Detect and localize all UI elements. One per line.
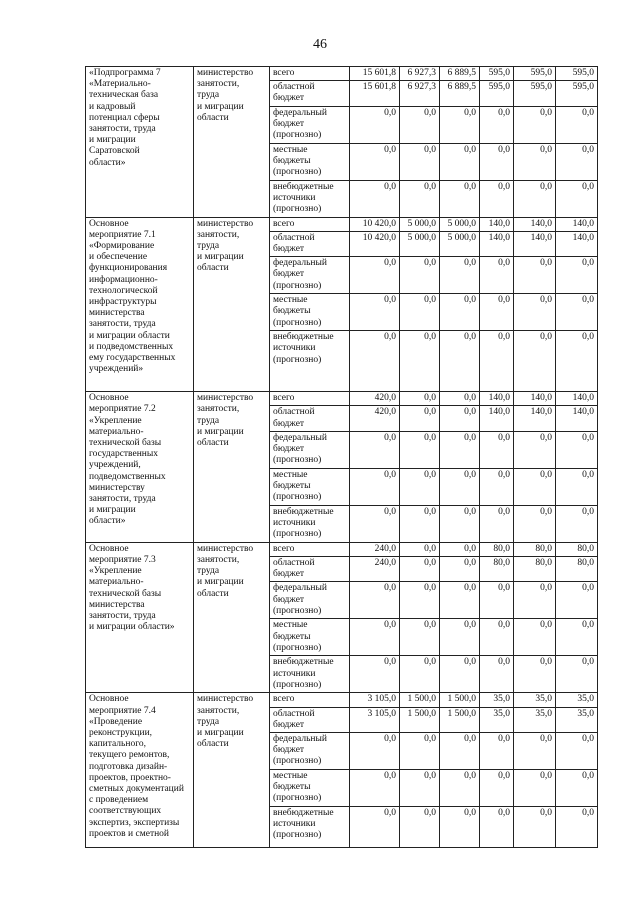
amount-cell: 0,0 — [440, 431, 480, 468]
amount-cell: 0,0 — [514, 106, 556, 143]
amount-cell: 0,0 — [400, 619, 440, 656]
funding-source-cell: внебюджетные источники (прогнозно) — [270, 656, 350, 693]
funding-source-cell: областной бюджет — [270, 557, 350, 582]
amount-cell: 140,0 — [514, 217, 556, 231]
amount-cell: 0,0 — [350, 505, 400, 542]
amount-cell: 0,0 — [514, 180, 556, 217]
amount-cell: 0,0 — [350, 807, 400, 848]
amount-cell: 0,0 — [556, 331, 598, 392]
amount-cell: 0,0 — [440, 619, 480, 656]
amount-cell: 0,0 — [400, 392, 440, 406]
funding-source-cell: федеральный бюджет (прогнозно) — [270, 733, 350, 770]
amount-cell: 140,0 — [556, 231, 598, 256]
amount-cell: 0,0 — [514, 468, 556, 505]
funding-source-cell: внебюджетные источники (прогнозно) — [270, 331, 350, 392]
amount-cell: 0,0 — [556, 431, 598, 468]
amount-cell: 0,0 — [556, 505, 598, 542]
amount-cell: 1 500,0 — [400, 693, 440, 707]
amount-cell: 0,0 — [480, 106, 514, 143]
amount-cell: 0,0 — [440, 468, 480, 505]
amount-cell: 10 420,0 — [350, 217, 400, 231]
amount-cell: 140,0 — [480, 231, 514, 256]
amount-cell: 0,0 — [400, 331, 440, 392]
executor-cell: министерство занятости, труда и миграции области — [194, 693, 270, 848]
amount-cell: 0,0 — [556, 770, 598, 807]
amount-cell: 35,0 — [480, 693, 514, 707]
table-row — [86, 217, 598, 231]
executor-cell: министерство занятости, труда и миграции области — [194, 542, 270, 693]
amount-cell: 0,0 — [400, 257, 440, 294]
amount-cell: 80,0 — [514, 542, 556, 556]
amount-cell: 595,0 — [480, 67, 514, 81]
amount-cell: 0,0 — [440, 180, 480, 217]
amount-cell: 0,0 — [400, 294, 440, 331]
amount-cell: 1 500,0 — [440, 707, 480, 732]
amount-cell: 0,0 — [350, 619, 400, 656]
amount-cell: 140,0 — [556, 406, 598, 431]
program-name-cell: Основное мероприятие 7.4 «Проведение реконструкции, капитального, текущего ремонтов, подготовка дизайн- проектов, проектно- сметных документаций с проведением соответствующих экспертиз, экспертизы проектов и сметной — [86, 693, 194, 848]
amount-cell: 0,0 — [440, 406, 480, 431]
amount-cell: 35,0 — [514, 693, 556, 707]
amount-cell: 0,0 — [514, 294, 556, 331]
amount-cell: 0,0 — [350, 733, 400, 770]
funding-source-cell: местные бюджеты (прогнозно) — [270, 468, 350, 505]
amount-cell: 0,0 — [440, 505, 480, 542]
amount-cell: 0,0 — [480, 505, 514, 542]
amount-cell: 1 500,0 — [440, 693, 480, 707]
funding-source-cell: областной бюджет — [270, 406, 350, 431]
amount-cell: 0,0 — [350, 294, 400, 331]
amount-cell: 140,0 — [514, 231, 556, 256]
amount-cell: 35,0 — [514, 707, 556, 732]
program-name-cell: «Подпрограмма 7 «Материально- техническая база и кадровый потенциал сферы занятости, труда и миграции Саратовской области» — [86, 67, 194, 218]
amount-cell: 5 000,0 — [440, 231, 480, 256]
amount-cell: 0,0 — [440, 542, 480, 556]
amount-cell: 3 105,0 — [350, 693, 400, 707]
amount-cell: 140,0 — [514, 406, 556, 431]
funding-source-cell: местные бюджеты (прогнозно) — [270, 294, 350, 331]
amount-cell: 0,0 — [350, 143, 400, 180]
funding-source-cell: местные бюджеты (прогнозно) — [270, 143, 350, 180]
amount-cell: 595,0 — [556, 67, 598, 81]
funding-source-cell: внебюджетные источники (прогнозно) — [270, 505, 350, 542]
amount-cell: 0,0 — [400, 468, 440, 505]
funding-source-cell: областной бюджет — [270, 81, 350, 106]
amount-cell: 0,0 — [556, 619, 598, 656]
amount-cell: 240,0 — [350, 557, 400, 582]
amount-cell: 420,0 — [350, 406, 400, 431]
amount-cell: 0,0 — [556, 257, 598, 294]
amount-cell: 0,0 — [480, 770, 514, 807]
funding-source-cell: областной бюджет — [270, 231, 350, 256]
amount-cell: 0,0 — [440, 557, 480, 582]
amount-cell: 0,0 — [350, 468, 400, 505]
amount-cell: 0,0 — [514, 807, 556, 848]
amount-cell: 0,0 — [440, 770, 480, 807]
amount-cell: 0,0 — [400, 733, 440, 770]
amount-cell: 0,0 — [440, 582, 480, 619]
amount-cell: 0,0 — [514, 257, 556, 294]
amount-cell: 0,0 — [556, 106, 598, 143]
amount-cell: 5 000,0 — [440, 217, 480, 231]
amount-cell: 0,0 — [400, 431, 440, 468]
funding-source-cell: внебюджетные источники (прогнозно) — [270, 180, 350, 217]
funding-source-cell: всего — [270, 693, 350, 707]
amount-cell: 0,0 — [480, 143, 514, 180]
funding-source-cell: всего — [270, 217, 350, 231]
amount-cell: 80,0 — [480, 542, 514, 556]
funding-source-cell: местные бюджеты (прогнозно) — [270, 770, 350, 807]
amount-cell: 10 420,0 — [350, 231, 400, 256]
amount-cell: 140,0 — [480, 406, 514, 431]
funding-source-cell: федеральный бюджет (прогнозно) — [270, 106, 350, 143]
amount-cell: 0,0 — [480, 733, 514, 770]
amount-cell: 595,0 — [556, 81, 598, 106]
amount-cell: 15 601,8 — [350, 81, 400, 106]
amount-cell: 0,0 — [350, 180, 400, 217]
amount-cell: 35,0 — [480, 707, 514, 732]
amount-cell: 0,0 — [480, 807, 514, 848]
amount-cell: 595,0 — [514, 81, 556, 106]
amount-cell: 140,0 — [556, 392, 598, 406]
table-row — [86, 693, 598, 707]
funding-source-cell: всего — [270, 392, 350, 406]
amount-cell: 0,0 — [514, 143, 556, 180]
amount-cell: 0,0 — [400, 505, 440, 542]
budget-table-body — [86, 67, 598, 848]
amount-cell: 0,0 — [400, 807, 440, 848]
funding-source-cell: всего — [270, 67, 350, 81]
amount-cell: 0,0 — [556, 656, 598, 693]
amount-cell: 0,0 — [514, 582, 556, 619]
amount-cell: 0,0 — [556, 143, 598, 180]
executor-cell: министерство занятости, труда и миграции области — [194, 217, 270, 392]
amount-cell: 5 000,0 — [400, 231, 440, 256]
amount-cell: 0,0 — [480, 331, 514, 392]
budget-table-container — [85, 66, 597, 848]
amount-cell: 0,0 — [400, 143, 440, 180]
amount-cell: 6 889,5 — [440, 67, 480, 81]
amount-cell: 595,0 — [514, 67, 556, 81]
funding-source-cell: внебюджетные источники (прогнозно) — [270, 807, 350, 848]
amount-cell: 0,0 — [400, 180, 440, 217]
amount-cell: 0,0 — [556, 582, 598, 619]
funding-source-cell: федеральный бюджет (прогнозно) — [270, 582, 350, 619]
amount-cell: 240,0 — [350, 542, 400, 556]
amount-cell: 0,0 — [400, 770, 440, 807]
amount-cell: 0,0 — [440, 331, 480, 392]
amount-cell: 0,0 — [350, 106, 400, 143]
amount-cell: 0,0 — [440, 807, 480, 848]
program-name-cell: Основное мероприятие 7.2 «Укрепление материально- технической базы государственных учреждений, подведомственных министерству занятости, труда и миграции области» — [86, 392, 194, 543]
amount-cell: 140,0 — [480, 217, 514, 231]
amount-cell: 0,0 — [440, 257, 480, 294]
executor-cell: министерство занятости, труда и миграции области — [194, 392, 270, 543]
amount-cell: 0,0 — [556, 807, 598, 848]
executor-cell: министерство занятости, труда и миграции области — [194, 67, 270, 218]
amount-cell: 0,0 — [440, 733, 480, 770]
funding-source-cell: всего — [270, 542, 350, 556]
amount-cell: 0,0 — [400, 582, 440, 619]
table-row — [86, 67, 598, 81]
amount-cell: 0,0 — [350, 582, 400, 619]
amount-cell: 6 927,3 — [400, 81, 440, 106]
amount-cell: 0,0 — [556, 468, 598, 505]
amount-cell: 0,0 — [440, 294, 480, 331]
amount-cell: 0,0 — [556, 180, 598, 217]
amount-cell: 0,0 — [514, 331, 556, 392]
amount-cell: 140,0 — [514, 392, 556, 406]
amount-cell: 0,0 — [480, 619, 514, 656]
amount-cell: 0,0 — [480, 431, 514, 468]
amount-cell: 0,0 — [514, 619, 556, 656]
funding-source-cell: федеральный бюджет (прогнозно) — [270, 257, 350, 294]
amount-cell: 0,0 — [440, 392, 480, 406]
amount-cell: 0,0 — [480, 294, 514, 331]
amount-cell: 0,0 — [350, 770, 400, 807]
amount-cell: 0,0 — [480, 656, 514, 693]
amount-cell: 0,0 — [400, 542, 440, 556]
amount-cell: 0,0 — [400, 106, 440, 143]
amount-cell: 5 000,0 — [400, 217, 440, 231]
amount-cell: 0,0 — [350, 331, 400, 392]
amount-cell: 0,0 — [400, 557, 440, 582]
amount-cell: 80,0 — [480, 557, 514, 582]
amount-cell: 140,0 — [556, 217, 598, 231]
funding-source-cell: федеральный бюджет (прогнозно) — [270, 431, 350, 468]
amount-cell: 0,0 — [440, 656, 480, 693]
amount-cell: 0,0 — [400, 656, 440, 693]
amount-cell: 0,0 — [350, 656, 400, 693]
amount-cell: 0,0 — [350, 257, 400, 294]
amount-cell: 15 601,8 — [350, 67, 400, 81]
page-number: 46 — [313, 37, 327, 52]
amount-cell: 0,0 — [350, 431, 400, 468]
amount-cell: 0,0 — [556, 294, 598, 331]
table-row — [86, 542, 598, 556]
amount-cell: 595,0 — [480, 81, 514, 106]
amount-cell: 80,0 — [556, 542, 598, 556]
amount-cell: 80,0 — [556, 557, 598, 582]
amount-cell: 6 927,3 — [400, 67, 440, 81]
amount-cell: 35,0 — [556, 693, 598, 707]
amount-cell: 0,0 — [440, 143, 480, 180]
amount-cell: 0,0 — [440, 106, 480, 143]
amount-cell: 0,0 — [514, 431, 556, 468]
amount-cell: 0,0 — [480, 468, 514, 505]
amount-cell: 35,0 — [556, 707, 598, 732]
amount-cell: 3 105,0 — [350, 707, 400, 732]
amount-cell: 0,0 — [514, 733, 556, 770]
amount-cell: 0,0 — [514, 505, 556, 542]
amount-cell: 0,0 — [480, 582, 514, 619]
amount-cell: 0,0 — [514, 656, 556, 693]
funding-source-cell: местные бюджеты (прогнозно) — [270, 619, 350, 656]
program-name-cell: Основное мероприятие 7.1 «Формирование и обеспечение функционирования информационно- технологической инфраструктуры министерства занятости, труда и миграции области и подведомственных ему государственных учреждений» — [86, 217, 194, 392]
amount-cell: 1 500,0 — [400, 707, 440, 732]
amount-cell: 140,0 — [480, 392, 514, 406]
funding-source-cell: областной бюджет — [270, 707, 350, 732]
program-name-cell: Основное мероприятие 7.3 «Укрепление материально- технической базы министерства занятости, труда и миграции области» — [86, 542, 194, 693]
amount-cell: 0,0 — [480, 257, 514, 294]
amount-cell: 0,0 — [556, 733, 598, 770]
amount-cell: 0,0 — [514, 770, 556, 807]
amount-cell: 80,0 — [514, 557, 556, 582]
amount-cell: 0,0 — [480, 180, 514, 217]
amount-cell: 0,0 — [400, 406, 440, 431]
amount-cell: 6 889,5 — [440, 81, 480, 106]
budget-table — [85, 66, 598, 848]
amount-cell: 420,0 — [350, 392, 400, 406]
table-row — [86, 392, 598, 406]
